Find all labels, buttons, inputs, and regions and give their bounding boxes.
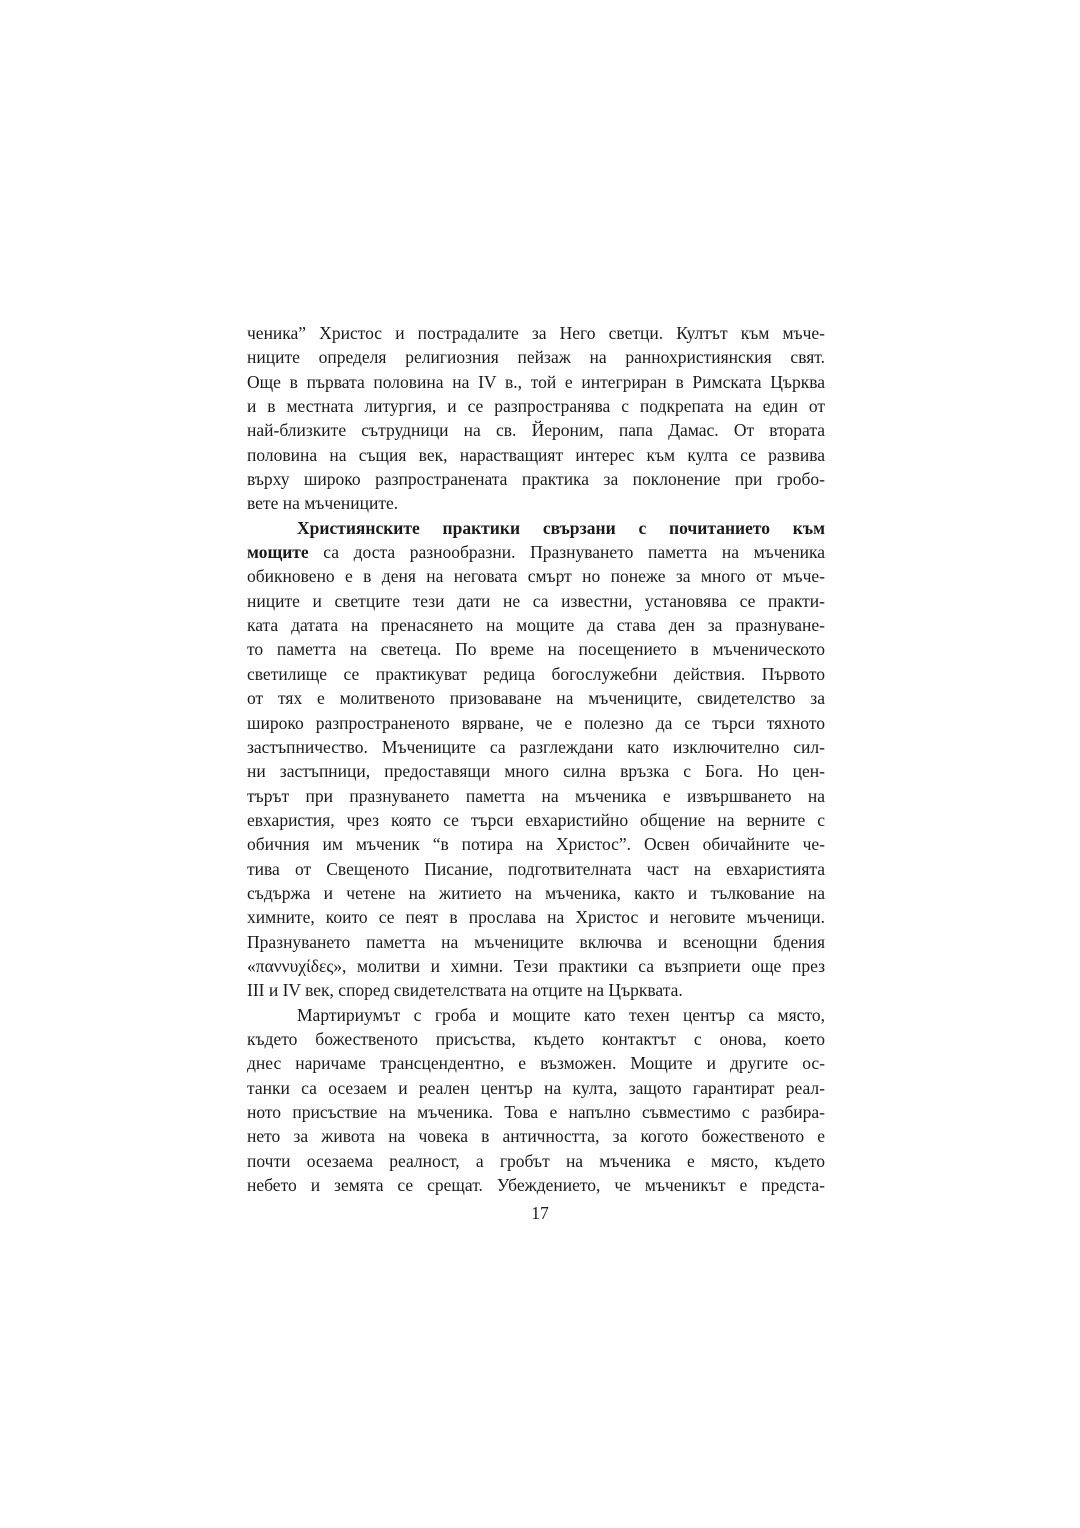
text-fragment: са доста разнообразни. Празнуването паметта на мъченика	[308, 542, 825, 563]
text-line: Мартириумът с гроба и мощите като техен център са място,	[297, 1004, 825, 1025]
page-number: 17	[531, 1203, 549, 1223]
text-line: «παννυχίδες», молитви и химни. Тези практики са възприети още през	[247, 955, 825, 976]
text-line: ниците определя религиозния пейзаж на раннохристиянския свят.	[247, 347, 825, 368]
text-line: обикновено е в деня на неговата смърт но понеже за много от мъче-	[247, 566, 825, 587]
text-line: най-близките сътрудници на св. Йероним, папа Дамас. От втората	[247, 420, 825, 441]
text-line	[247, 540, 825, 564]
text-line: където божественото присъства, където контактът с онова, което	[247, 1028, 825, 1049]
text-line: нето за живота на човека в античността, за когото божественото е	[247, 1126, 825, 1147]
text-line: съдържа и четене на житието на мъченика, както и тълкование на	[247, 882, 825, 903]
text-line: танки са осезаем и реален център на култа, защото гарантират реал-	[247, 1077, 825, 1098]
section-heading-line: Християнските практики свързани с почитанието към	[297, 517, 825, 538]
text-line: небето и земята се срещат. Убеждението, че мъченикът е предста-	[247, 1175, 825, 1196]
text-line: и в местната литургия, и се разпространява с подкрепата на един от	[247, 396, 825, 417]
text-line: вете на мъчениците.	[247, 493, 399, 514]
text-line: върху широко разпространената практика за поклонение при гробо-	[247, 469, 825, 490]
text-line: ното присъствие на мъченика. Това е напълно съвместимо с разбира-	[247, 1102, 825, 1122]
text-line: ката датата на пренасянето на мощите да става ден за празнуване-	[247, 615, 825, 636]
text-line: евхаристия, чрез която се търси евхаристийно общение на верните с	[247, 809, 825, 830]
text-line: III и IV век, според свидетелствата на отците на Църквата.	[247, 980, 683, 1001]
text-line: широко разпространеното вярване, че е полезно да се търси тяхното	[247, 712, 825, 733]
text-line: светилище се практикуват редица богослужебни действия. Първото	[247, 663, 825, 684]
section-heading-word: мощите	[247, 542, 309, 563]
text-line: ни застъпници, предоставящи много силна връзка с Бога. Но цен-	[247, 761, 825, 782]
text-line: обичния им мъченик “в потира на Христос”. Освен обичайните че-	[247, 834, 825, 855]
text-line: химните, които се пеят в прослава на Христос и неговите мъченици.	[247, 907, 825, 928]
text-line: половина на същия век, нарастващият интерес към култа се развива	[247, 444, 825, 465]
text-line: то паметта на светеца. По време на посещението в мъченическото	[247, 639, 825, 660]
text-line: застъпничество. Мъчениците са разглеждани като изключително сил-	[247, 736, 825, 757]
body-text	[247, 321, 825, 1197]
text-line: тива от Свещеното Писание, подготвителната част на евхаристията	[247, 858, 825, 879]
text-line: от тях е молитвеното призоваване на мъчениците, свидетелство за	[247, 688, 825, 709]
text-line: ченика” Христос и пострадалите за Него светци. Култът към мъче-	[247, 323, 825, 343]
text-line: днес наричаме трансцендентно, е възможен. Мощите и другите ос-	[247, 1053, 825, 1074]
text-line: Още в първата половина на IV в., той е интегриран в Римската Църква	[247, 371, 825, 392]
text-line: почти осезаема реалност, а гробът на мъченика е място, където	[247, 1150, 825, 1171]
text-line: ниците и светците тези дати не са известни, установява се практи-	[247, 590, 825, 611]
text-line: Празнуването паметта на мъчениците включва и всенощни бдения	[247, 931, 825, 952]
text-line: търът при празнуването паметта на мъченика е извършването на	[247, 785, 825, 806]
